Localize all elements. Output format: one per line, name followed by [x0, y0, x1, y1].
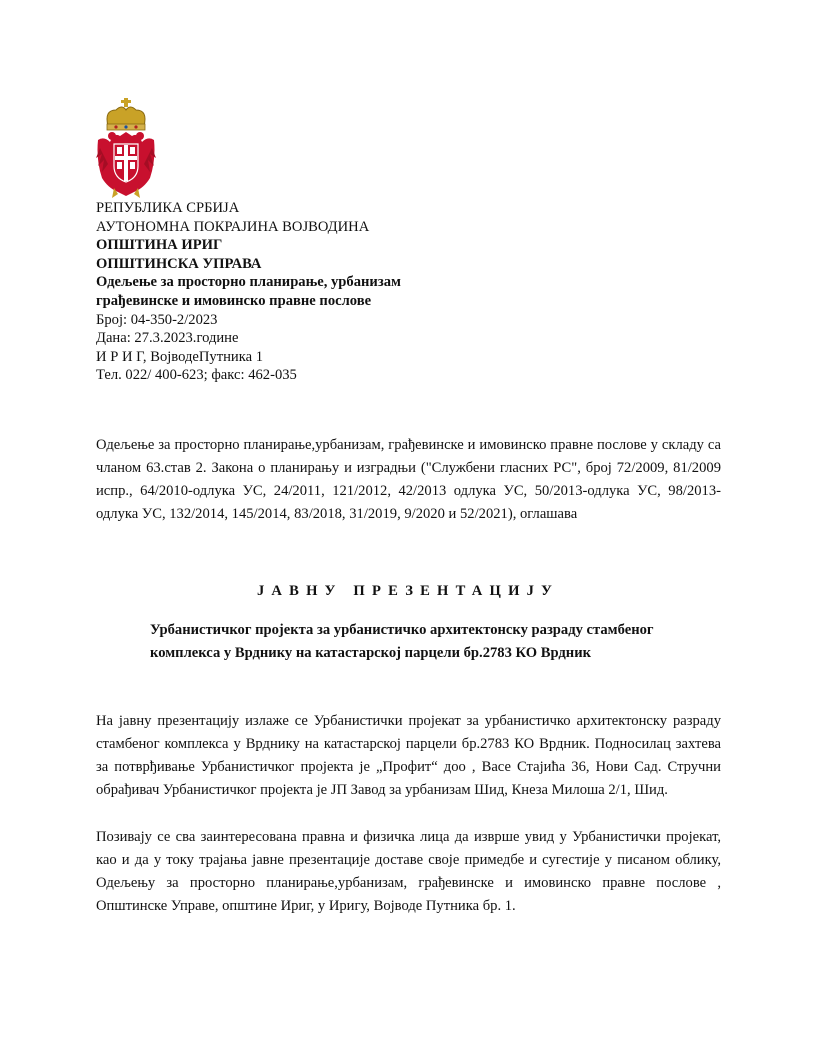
- institution-header: [96, 199, 516, 385]
- document-title: ЈАВНУ ПРЕЗЕНТАЦИЈУ: [256, 583, 560, 599]
- invitation-paragraph: Позивају се сва заинтересована правна и физичка лица да изврше увид у Урбанистички пројекат, као и да у току трајања јавне презентације доставе своје примедбе и сугестије у писаном облику, Одељењу за просторно планирање,урбанизам, грађевинске и имовинско правне послове , Општинске Управе, општине Ириг, у Иригу, Војводе Путника бр. 1.: [96, 829, 721, 914]
- crown-icon: [107, 98, 145, 130]
- header-municipality: ОПШТИНА ИРИГ: [96, 237, 223, 254]
- header-republic: РЕПУБЛИКА СРБИЈА: [96, 200, 240, 216]
- header-phone-fax: Тел. 022/ 400-623; факс: 462-035: [96, 367, 297, 384]
- header-administration: ОПШТИНСКА УПРАВА: [96, 255, 262, 272]
- header-province: АУТОНОМНА ПОКРАЈИНА ВОЈВОДИНА: [96, 218, 370, 235]
- header-department-line1: Одељење за просторно планирање, урбанизам: [96, 274, 401, 291]
- header-address: И Р И Г, ВојводеПутника 1: [96, 348, 264, 365]
- header-department-line2: грађевинске и имовинско правне послове: [96, 292, 372, 309]
- presentation-paragraph: На јавну презентацију излаже се Урбанистички пројекат за урбанистичко архитектонску разраду стамбеног комплекса у Врднику на катастарској парцели бр.2783 КО Врдник. Подносилац захтева за потврђивање Урбанистичког пројекта је „Профит“ доо , Васе Стајића 36, Нови Сад. Стручни обрађивач Урбанистичког пројекта је ЈП Завод за урбанизам Шид, Кнеза Милоша 2/1, Шид.: [96, 713, 721, 798]
- serbian-coat-of-arms-icon: [94, 96, 158, 200]
- subtitle-line1: Урбанистичког пројекта за урбанистичко архитектонску разраду стамбеног: [150, 622, 654, 638]
- intro-paragraph: Одељење за просторно планирање,урбанизам, грађевинске и имовинско правне послове у складу са чланом 63.став 2. Закона о планирању и изградњи ("Службени гласних РС", број 72/2009, 81/2009 испр., 64/2010-одлука УС, 24/2011, 121/2012, 42/2013 одлука УС, 50/2013-одлука УС, 98/2013-одлука УС, 132/2014, 145/2014, 83/2018, 31/2019, 9/2020 и 52/2021), оглашава: [96, 437, 721, 522]
- header-reference-number: Број: 04-350-2/2023: [96, 311, 218, 328]
- shield-with-cross-icon: [114, 144, 138, 182]
- document-subtitle: [150, 619, 730, 665]
- header-date: Дана: 27.3.2023.године: [96, 330, 239, 347]
- subtitle-line2: комплекса у Врднику на катастарској парцели бр.2783 КО Врдник: [150, 645, 592, 661]
